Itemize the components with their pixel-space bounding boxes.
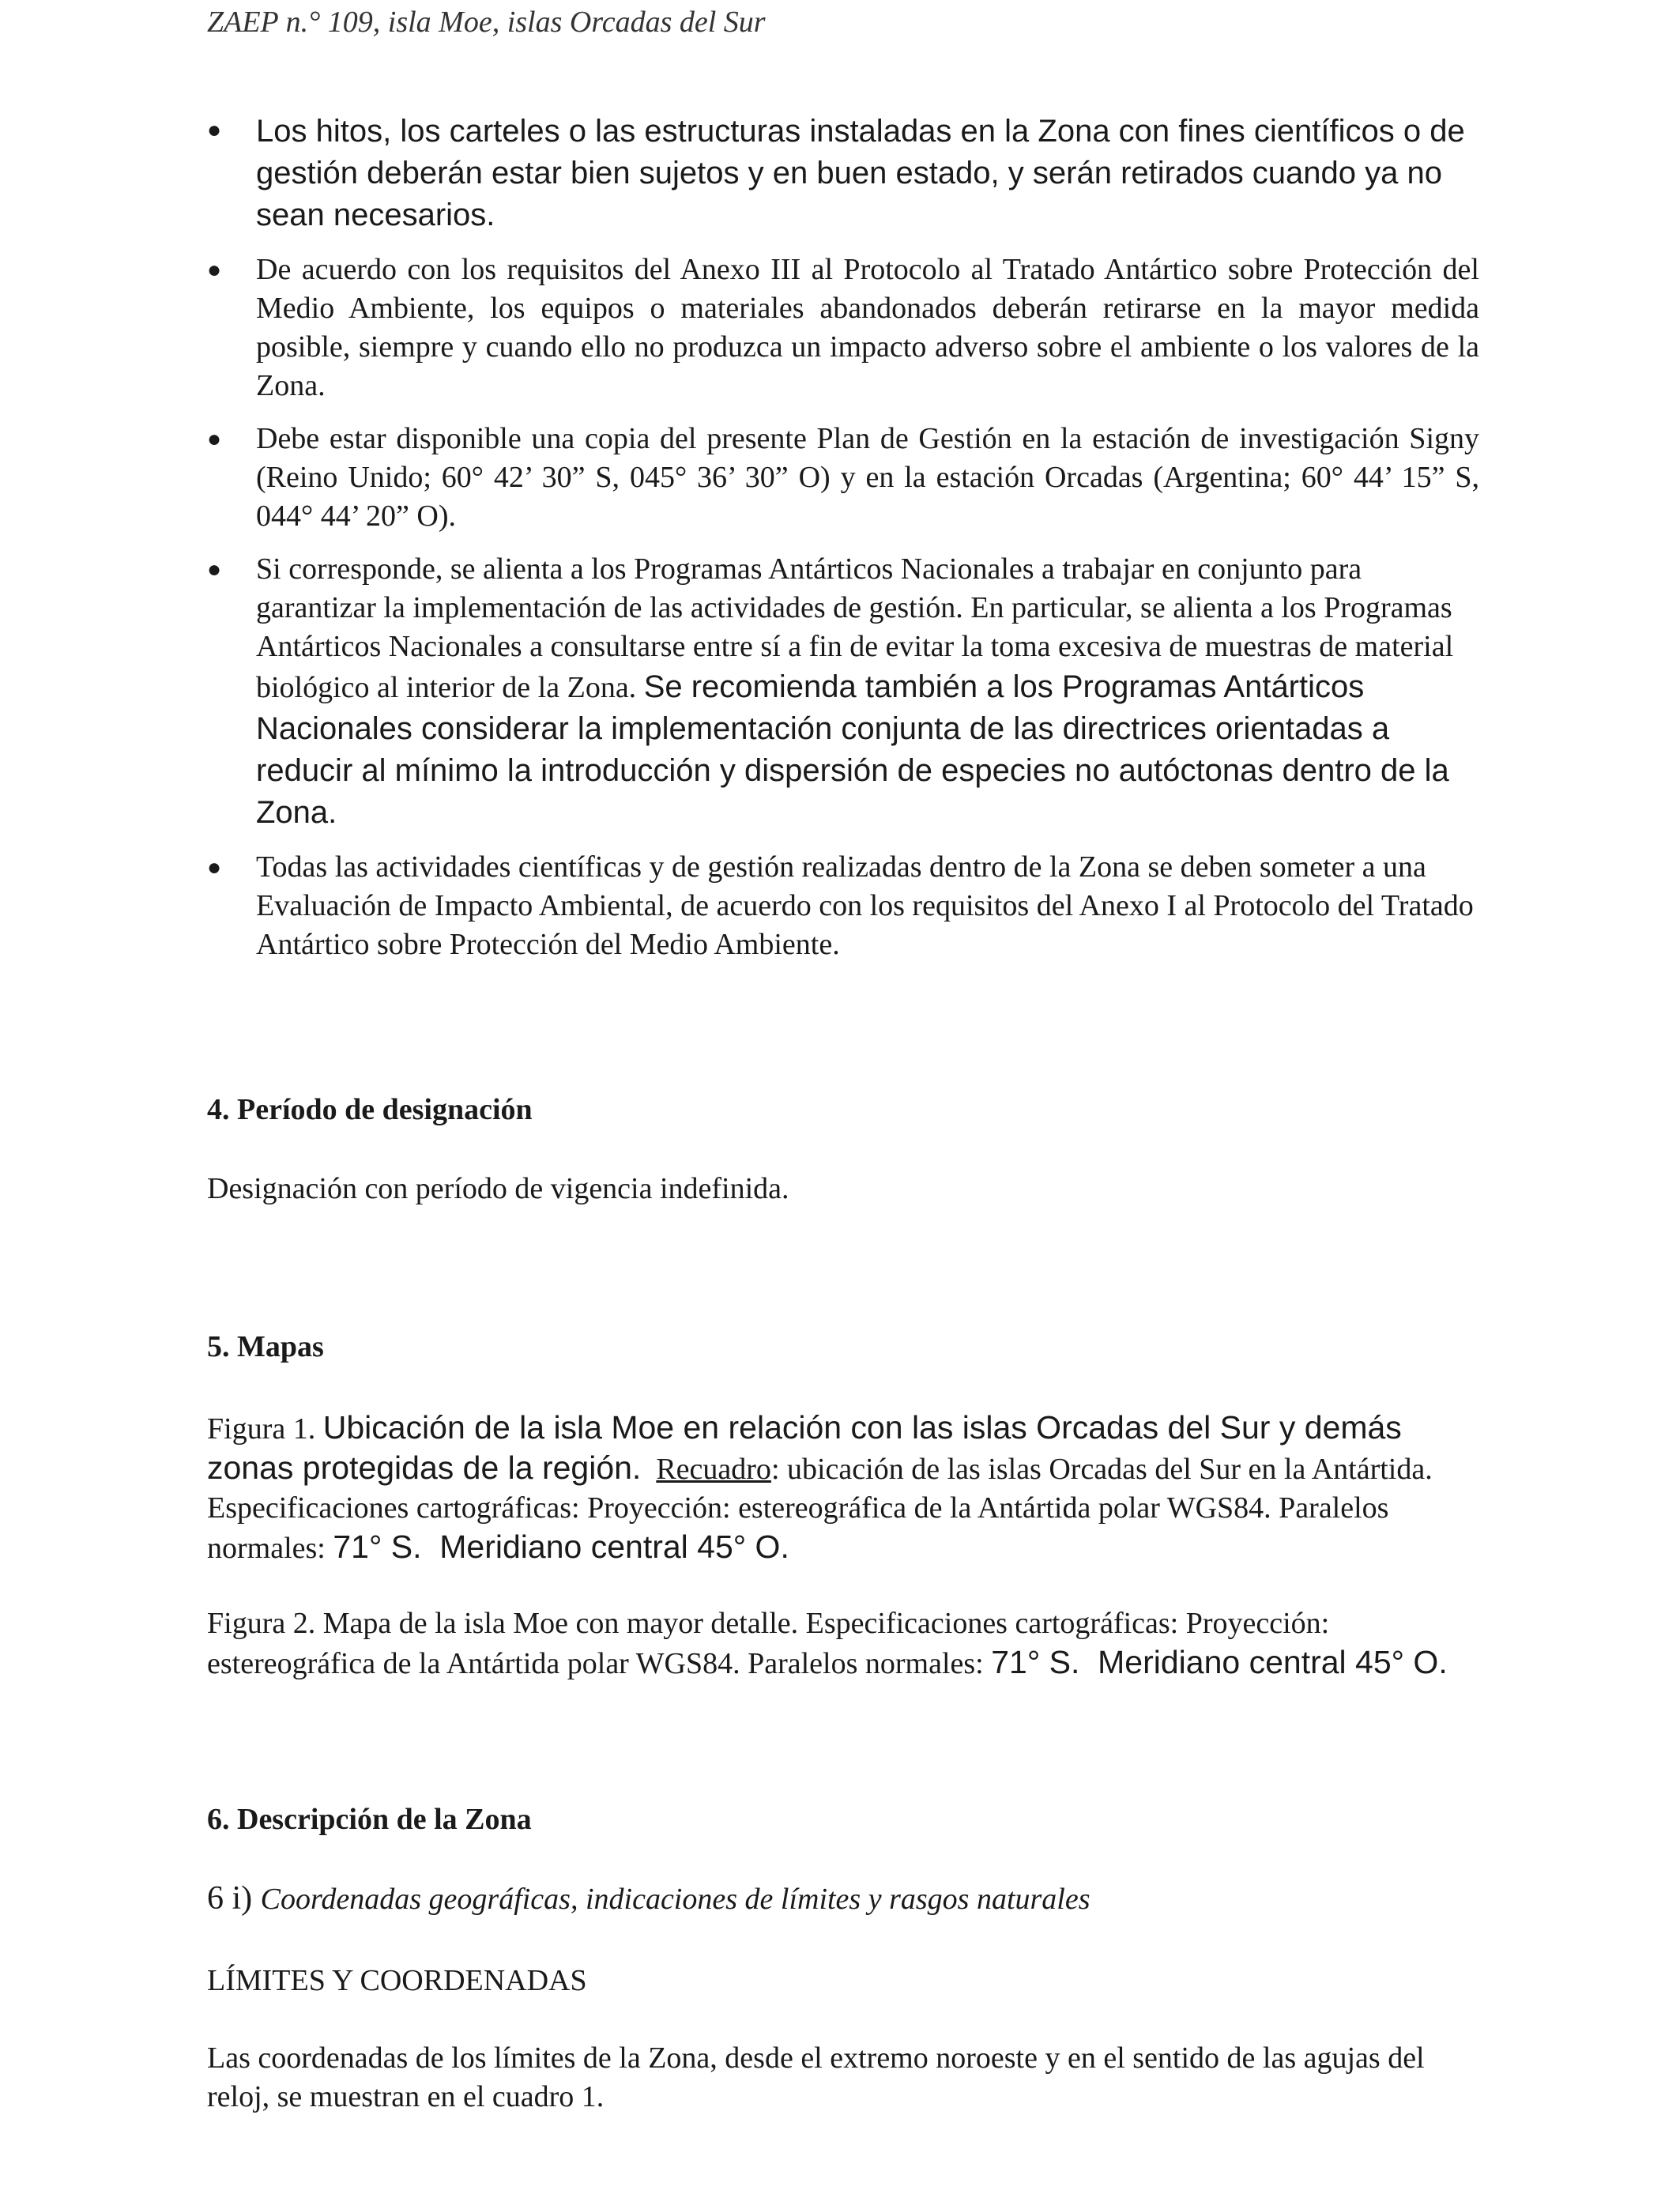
section-4-body: Designación con período de vigencia indefinida.	[207, 1172, 789, 1205]
bullet-icon: ●	[207, 556, 222, 582]
figure-1-parallel: 71° S.	[333, 1529, 422, 1565]
list-item-text: Todas las actividades científicas y de gestión realizadas dentro de la Zona se deben someter a una Evaluación de Impacto Ambiental, de acuerdo con los requisitos del Anexo I al Protocolo del Tratado Antártico sobre Protección del Medio Ambiente.	[256, 850, 1474, 961]
subsection-number: 6 i)	[207, 1880, 261, 1917]
bullet-icon: ●	[207, 257, 222, 283]
running-header: ZAEP n.° 109, isla Moe, islas Orcadas del Sur	[207, 6, 766, 39]
list-item-text: De acuerdo con los requisitos del Anexo III al Protocolo al Tratado Antártico sobre Protección del Medio Ambiente, los equipos o materiales abandonados deberán retirarse en la mayor medida posible, siempre y cuando ello no produzca un impacto adverso sobre el ambiente o los valores de la Zona.	[256, 253, 1479, 402]
list-item	[207, 550, 1479, 834]
figure-1-caption	[207, 1408, 1479, 1568]
list-item-text-sans: Se recomienda también a los Programas Antárticos Nacionales considerar la implementación conjunta de las directrices orientadas a reducir al mínimo la introducción y dispersión de especies no autóctonas dentro de la Zona.	[256, 669, 1449, 830]
figure-1-inset-text: : ubicación de las islas Orcadas del Sur en la Antártida. Especificaciones cartográficas: Proyección: estereográfica de la Antártida polar WGS84. Paralelos normales:	[207, 1453, 1433, 1565]
figure-1-prefix: Figura 1.	[207, 1412, 323, 1446]
figure-2-meridian: Meridiano central 45° O.	[1079, 1644, 1448, 1680]
list-item-text: Los hitos, los carteles o las estructuras instaladas en la Zona con fines científicos o de gestión deberán estar bien sujetos y en buen estado, y serán retirados cuando ya no sean necesarios.	[256, 114, 1465, 232]
list-item	[207, 111, 1479, 236]
bullet-list	[207, 111, 1479, 978]
figure-1-gap	[641, 1453, 656, 1486]
list-item	[207, 251, 1479, 405]
figure-2-parallel: 71° S.	[991, 1644, 1080, 1680]
list-item	[207, 420, 1479, 536]
section-5-heading: 5. Mapas	[207, 1330, 324, 1363]
list-item-text: Si corresponde, se alienta a los Programas Antárticos Nacionales a trabajar en conjunto para garantizar la implementación de las actividades de gestión. En particular, se alienta a los Programas Antárticos Nacionales a consultarse entre sí a fin de evitar la toma excesiva de muestras de material biológico al interior de la Zona.	[256, 552, 1454, 704]
bullet-icon: ●	[207, 426, 222, 452]
figure-2-caption	[207, 1604, 1479, 1683]
list-item	[207, 848, 1479, 964]
figure-1-meridian: Meridiano central 45° O.	[421, 1529, 789, 1565]
figure-1-caption-title: Ubicación de la isla Moe en relación con las islas Orcadas del Sur y demás zonas protegidas de la región.	[207, 1409, 1402, 1486]
figure-2-text: Figura 2. Mapa de la isla Moe con mayor detalle. Especificaciones cartográficas: Proyección: estereográfica de la Antártida polar WGS84. Paralelos normales:	[207, 1607, 1330, 1680]
limits-heading: LÍMITES Y COORDENADAS	[207, 1964, 587, 1997]
bullet-icon: ●	[207, 854, 222, 880]
subsection-title: Coordenadas geográficas, indicaciones de límites y rasgos naturales	[260, 1883, 1090, 1916]
inset-label: Recuadro	[656, 1453, 771, 1486]
section-6-heading: 6. Descripción de la Zona	[207, 1803, 532, 1836]
section-6-body: Las coordenadas de los límites de la Zona, desde el extremo noroeste y en el sentido de las agujas del reloj, se muestran en el cuadro 1.	[207, 2041, 1425, 2113]
bullet-icon: ●	[207, 117, 222, 143]
subsection-6i	[207, 1879, 1479, 1919]
section-4-heading: 4. Período de designación	[207, 1093, 533, 1126]
list-item-text: Debe estar disponible una copia del presente Plan de Gestión en la estación de investigación Signy (Reino Unido; 60° 42’ 30” S, 045° 36’ 30” O) y en la estación Orcadas (Argentina; 60° 44’ 15” S, 044° 44’ 20” O).	[256, 422, 1479, 533]
